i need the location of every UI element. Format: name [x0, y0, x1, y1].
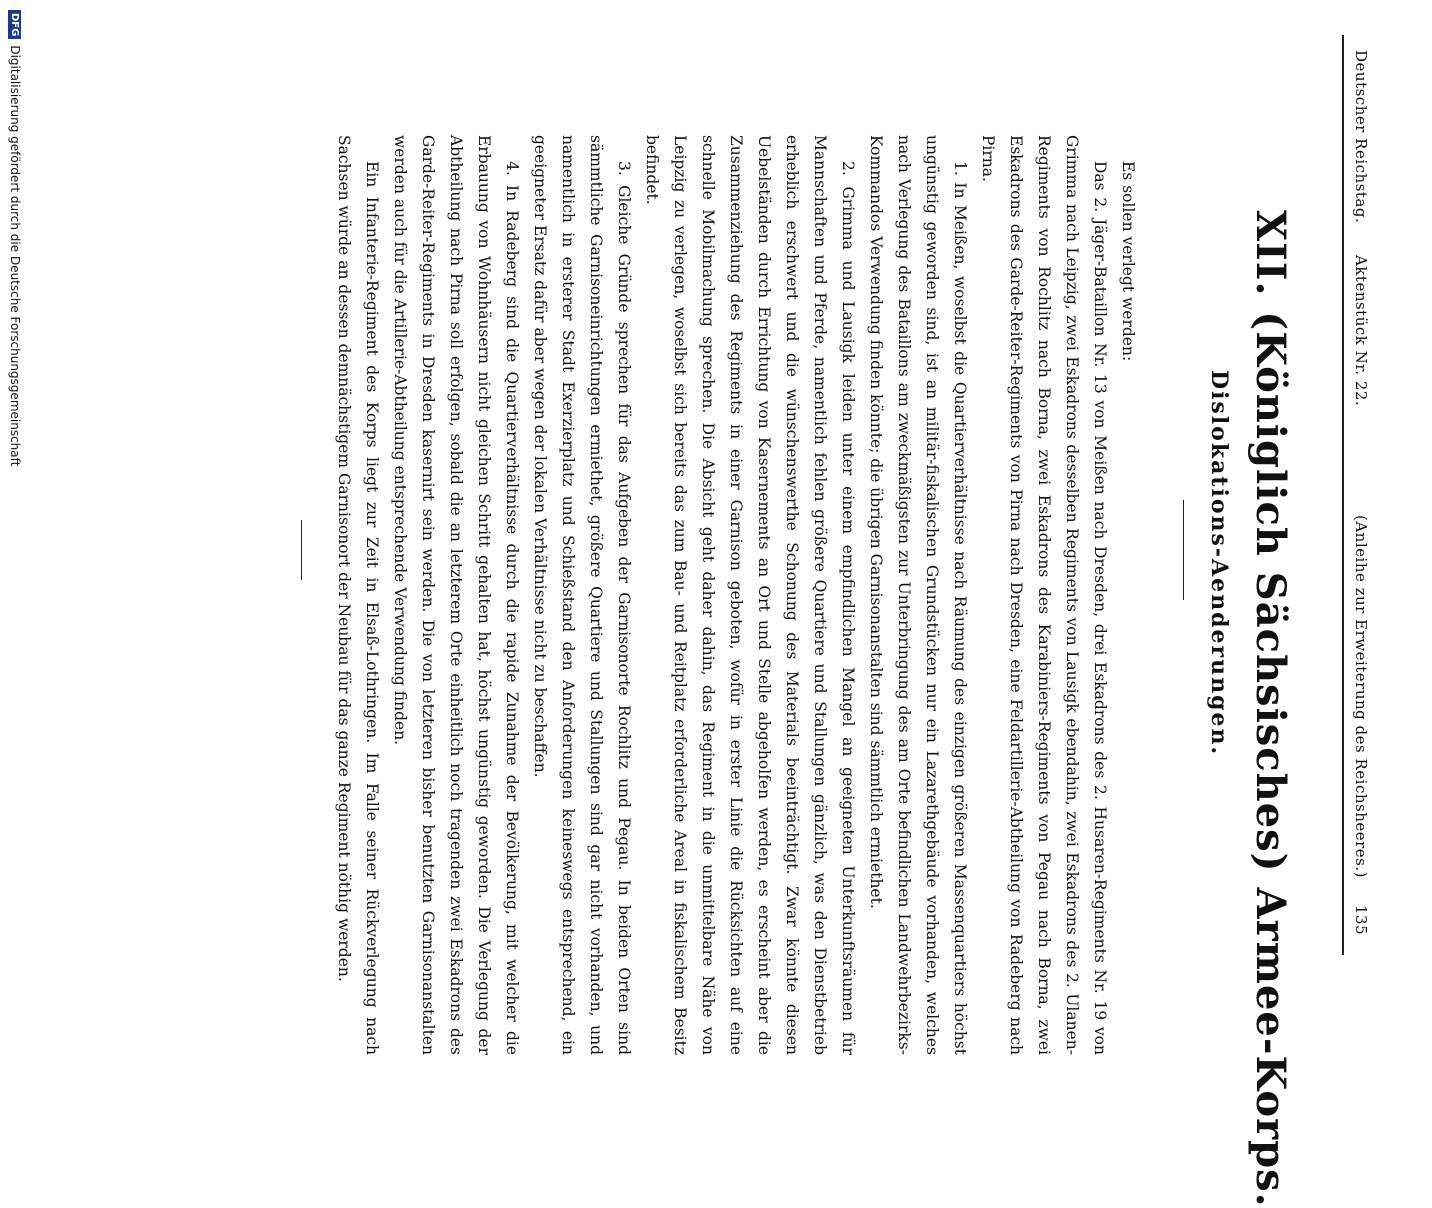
header-anleihe: (Anleihe zur Erweiterung des Reichsheeres.): [1352, 515, 1370, 878]
dfg-logo: DFG: [9, 10, 22, 39]
footer-text: Digitalisierung gefördert durch die Deutsche Forschungsgemeinschaft: [8, 45, 22, 467]
paragraph: Es sollen verlegt werden:: [1119, 161, 1137, 362]
body-text: [262, 135, 1142, 1055]
paragraph: 3. Gleiche Gründe sprechen für das Aufgeben der Garnisonorte Rochlitz und Pegau. In beiden Orten sind sämmtliche Garnisoneinrichtungen ermiethet, größere Quartiere und Stallungen sind gar nicht vorhanden, und namentlich in ersterer Stadt Exerzierplatz und Schießstand den Anforderungen keineswegs entsprechend, ein geeigneter Ersatz dafür aber wegen der lokalen Verhältnisse nicht zu beschaffen.: [531, 135, 633, 1055]
page-number: 135: [1352, 905, 1370, 936]
header-left: Deutscher Reichstag.: [1352, 50, 1370, 224]
page-title: XII. (Königlich Sächsisches) Armee-Korps.: [1247, 210, 1294, 1208]
header-aktenstueck: Aktenstück Nr. 22.: [1352, 255, 1370, 407]
digitization-footer: [8, 10, 22, 466]
header-rule: [1342, 35, 1344, 955]
paragraph: Das 2. Jäger-Bataillon Nr. 13 von Meißen nach Dresden, drei Eskadrons des 2. Husaren-Regiments Nr. 19 von Grimma nach Leipzig, zwei Eskadrons desselben Regiments von Lausigk ebendahin, zwei Eskadrons des 2. Ulanen-Regiments von Rochlitz nach Borna, zwei Eskadrons des Karabiniers-Regiments von Pegau nach Borna, zwei Eskadrons des Garde-Reiter-Regiments von Pirna nach Dresden, eine Feldartillerie-Abtheilung von Radeberg nach Pirna.: [979, 135, 1109, 1055]
paragraph: 1. In Meißen, woselbst die Quartierverhältnisse nach Räumung des einzigen größeren Massenquartiers höchst ungünstig geworden sind, ist an militär-fiskalischen Grundstücken nur ein Lazarethgebäude vorhanden, welches nach Verlegung des Bataillons am zweckmäßigsten zur Unterbringung des am Orte befindlichen Landwehrbezirks-Kommandos Verwendung finden könnte; die übrigen Garnisonanstalten sind sämmtlich ermiethet.: [867, 135, 969, 1055]
paragraph: Ein Infanterie-Regiment des Korps liegt zur Zeit in Elsaß-Lothringen. Im Falle seiner Rückverlegung nach Sachsen würde an dessen demnächstigem Garnisonort der Neubau für das ganze Regiment nöthig werden.: [335, 135, 381, 1055]
page-subtitle: Dislokations-Aenderungen.: [1206, 370, 1232, 757]
title-rule: [1183, 500, 1184, 600]
paragraph: 2. Grimma und Lausigk leiden unter einem empfindlichen Mangel an geeigneten Unterkunftsräumen für Mannschaften und Pferde, namentlich fehlen größere Quartiere und Stallungen gänzlich, was den Dienstbetrieb erheblich erschwert und die wünschenswerthe Schonung des Materials beeinträchtigt. Zwar könnte diesen Uebelständen durch Errichtung von Kasernements an Ort und Stelle abgeholfen werden, es erscheint aber die Zusammenziehung des Regiments in einer Garnison geboten, wofür in erster Linie die Rücksichten auf eine schnelle Mobilmachung sprechen. Die Absicht geht daher dahin, das Regiment in die unmittelbare Nähe von Leipzig zu verlegen, woselbst sich bereits das zum Bau- und Reitplatz erforderliche Areal in fiskalischem Besitz befindet.: [643, 135, 857, 1055]
end-rule: [301, 520, 302, 580]
paragraph: 4. In Radeberg sind die Quartierverhältnisse durch die rapide Zunahme der Bevölkerung, mit welcher die Erbauung von Wohnhäusern nicht gleichen Schritt gehalten hat, höchst ungünstig geworden. Die Verlegung der Abtheilung nach Pirna soll erfolgen, sobald die an letzterem Orte einheitlich noch tragenden zwei Eskadrons des Garde-Reiter-Regiments in Dresden kasernirt sein werden. Die von letzteren bisher benutzten Garnisonanstalten werden auch für die Artillerie-Abtheilung entsprechende Verwendung finden.: [391, 135, 521, 1055]
